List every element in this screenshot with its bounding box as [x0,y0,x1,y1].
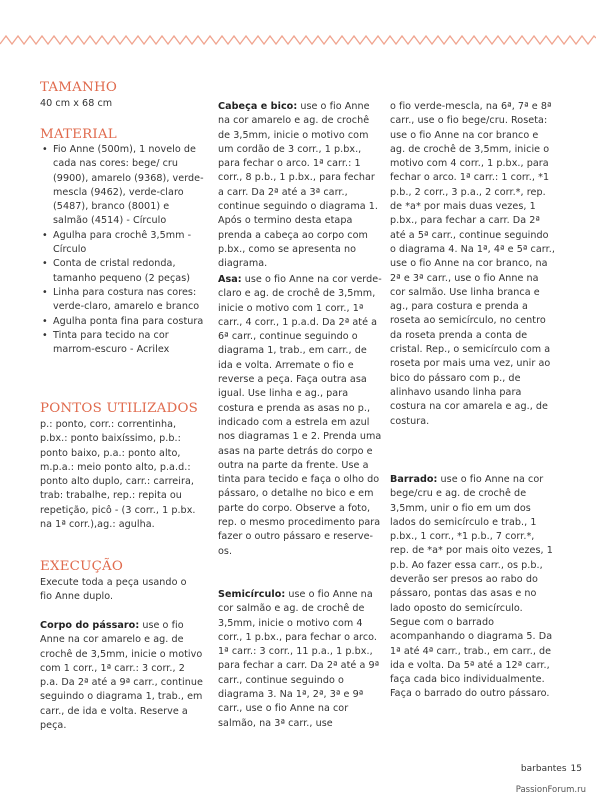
list-item: • Linha para costura nas cores: verde-claro, amarelo e branco [40,286,206,315]
cabeca-paragraph [218,100,382,272]
list-item: • Conta de cristal redonda, tamanho pequeno (2 peças) [40,257,206,286]
cabeca-title: Cabeça e bico: [218,101,298,112]
asa-text: use o fio Anne na cor verde-claro e ag. de crochê de 3,5mm, inicie o motivo com 1 corr., 1ª carr., 4 corr., 1 p.a.d. Da 2ª até a 6ª carr., continue seguindo o diagrama 1, trab., em carr., de ida e volta. Arremate o fio e reverse a peça. Faça outra asa igual. Use linha e ag., para costura e prenda as asas no p., indicado com a estrela em azul nos diagramas 1 e 2. Prenda uma asas na parte detrás do corpo e outra na parte da frente. Use a tinta para tecido e faça o olho do pássaro, o detalhe no bico e em parte do corpo. Observe a foto, rep. o mesmo procedimento para fazer o outro pássaro e reserve-os. [218,274,382,557]
heading-execucao: EXECUÇÃO [40,559,124,574]
semicirculo-title: Semicírculo: [218,589,286,600]
asa-paragraph [218,273,382,559]
size-value: 40 cm x 68 cm [40,98,113,109]
magazine-name: barbantes [520,764,567,774]
watermark: PassionForum.ru [515,785,586,795]
cabeca-text: use o fio Anne na cor amarelo e ag. de crochê de 3,5mm, inicie o motivo com um cordão de 3 corr., 1 p.bx., para fechar o arco. 1ª carr.: 1 corr., 8 p.b., 1 p.bx., para fechar a carr. Da 2ª até a 3ª carr., continue seguindo o diagrama 1. Após o termino desta etapa prenda a cabeça ao corpo com p.bx., como se apresenta no diagrama. [218,101,379,270]
barrado-text: use o fio Anne na cor bege/cru e ag. de crochê de 3,5mm, unir o fio em um dos lados do semicírculo e trab., 1 p.bx., 1 corr., *1 p.b., 7 corr.*, rep. de *a* por mais oito vezes, 1 p.b. Ao fazer essa carr., os p.b., deverão ser presos ao rabo do pássaro, pontas das asas e no lado oposto do semicírculo. Segue com o barrado acompanhando o diagrama 5. Da 1ª até 4ª carr., trab., em carr., de ida e volta. Da 5ª até a 12ª carr., faça cada bico individualmente. Faça o barrado do outro pássaro. [390,474,553,700]
semicirculo-text: use o fio Anne na cor salmão e ag. de crochê de 3,5mm, inicie o motivo com 4 corr., 1 p.bx., para fechar o arco. 1ª carr.: 3 corr., 11 p.a., 1 p.bx., para fechar a carr. Da 2ª até a 9ª carr., continue seguindo o diagrama 3. Na 1ª, 2ª, 3ª e 9ª carr., use o fio Anne na cor salmão, na 3ª carr., use [218,589,380,729]
heading-material: MATERIAL [40,127,117,142]
corpo-paragraph [40,619,205,733]
list-item: • Agulha ponta fina para costura [40,315,206,329]
page-number: 15 [570,764,582,774]
roseta-paragraph: o fio verde-mescla, na 6ª, 7ª e 8ª carr., use o fio bege/cru. Roseta: use o fio Anne na cor branco e ag. de crochê de 3,5mm, inicie o motivo com 4 corr., 1 p.bx., para fechar o arco. 1ª carr.: 1 corr., *1 p.b., 2 corr., 3 p.a., 2 corr.*, rep. de *a* por mais duas vezes, 1 p.bx., para fechar a carr. Da 2ª até a 5ª carr., continue seguindo o diagrama 4. Na 1ª, 4ª e 5ª carr., use o fio Anne na cor branco, na 2ª e 3ª carr., use o fio Anne na cor salmão. Use linha branca e ag., para costura e prenda a roseta ao semicírculo, no centro da roseta prenda a conta de cristal. Rep., o semicírculo com a roseta por mais uma vez, unir ao bico do pássaro com p., de alinhavo usando linha para costura na cor amarela e ag., de costura. [390,101,555,427]
semicirculo-paragraph [218,588,382,731]
abbreviations-text: p.: ponto, corr.: correntinha, p.bx.: ponto baixíssimo, p.b.: ponto baixo, p.a.: ponto alto, m.p.a.: meio ponto alto, p.a.d.: ponto alto duplo, carr.: carreira, trab: trabalhe, rep.: repita ou repetição, picô - (3 corr., 1 p.bx. na 1ª corr.),ag.: agulha. [40,419,196,531]
list-item: • Tinta para tecido na cor marrom-escuro - Acrilex [40,329,206,358]
corpo-title: Corpo do pássaro: [40,620,140,631]
page-footer [521,764,582,774]
barrado-paragraph [390,473,556,702]
asa-title: Asa: [218,274,242,285]
list-item: • Agulha para crochê 3,5mm - Círculo [40,229,206,258]
heading-pontos-utilizados: PONTOS UTILIZADOS [40,401,198,416]
list-item: • Fio Anne (500m), 1 novelo de cada nas cores: bege/ cru (9900), amarelo (9368), verde-mescla (9462), verde-claro (5487), branco (8001) e salmão (4514) - Círculo [40,143,206,229]
execution-intro: Execute toda a peça usando o fio Anne duplo. [40,577,187,603]
corpo-text: use o fio Anne na cor amarelo e ag. de crochê de 3,5mm, inicie o motivo com 1 corr., 1ª carr.: 3 corr., 2 p.a. Da 2ª até a 9ª carr., continue seguindo o diagrama 1, trab., em carr., de ida e volta. Reserve a peça. [40,620,203,732]
barrado-title: Barrado: [390,474,438,485]
heading-tamanho: TAMANHO [40,80,118,95]
decorative-zigzag-border [0,33,596,47]
material-list [40,143,206,357]
